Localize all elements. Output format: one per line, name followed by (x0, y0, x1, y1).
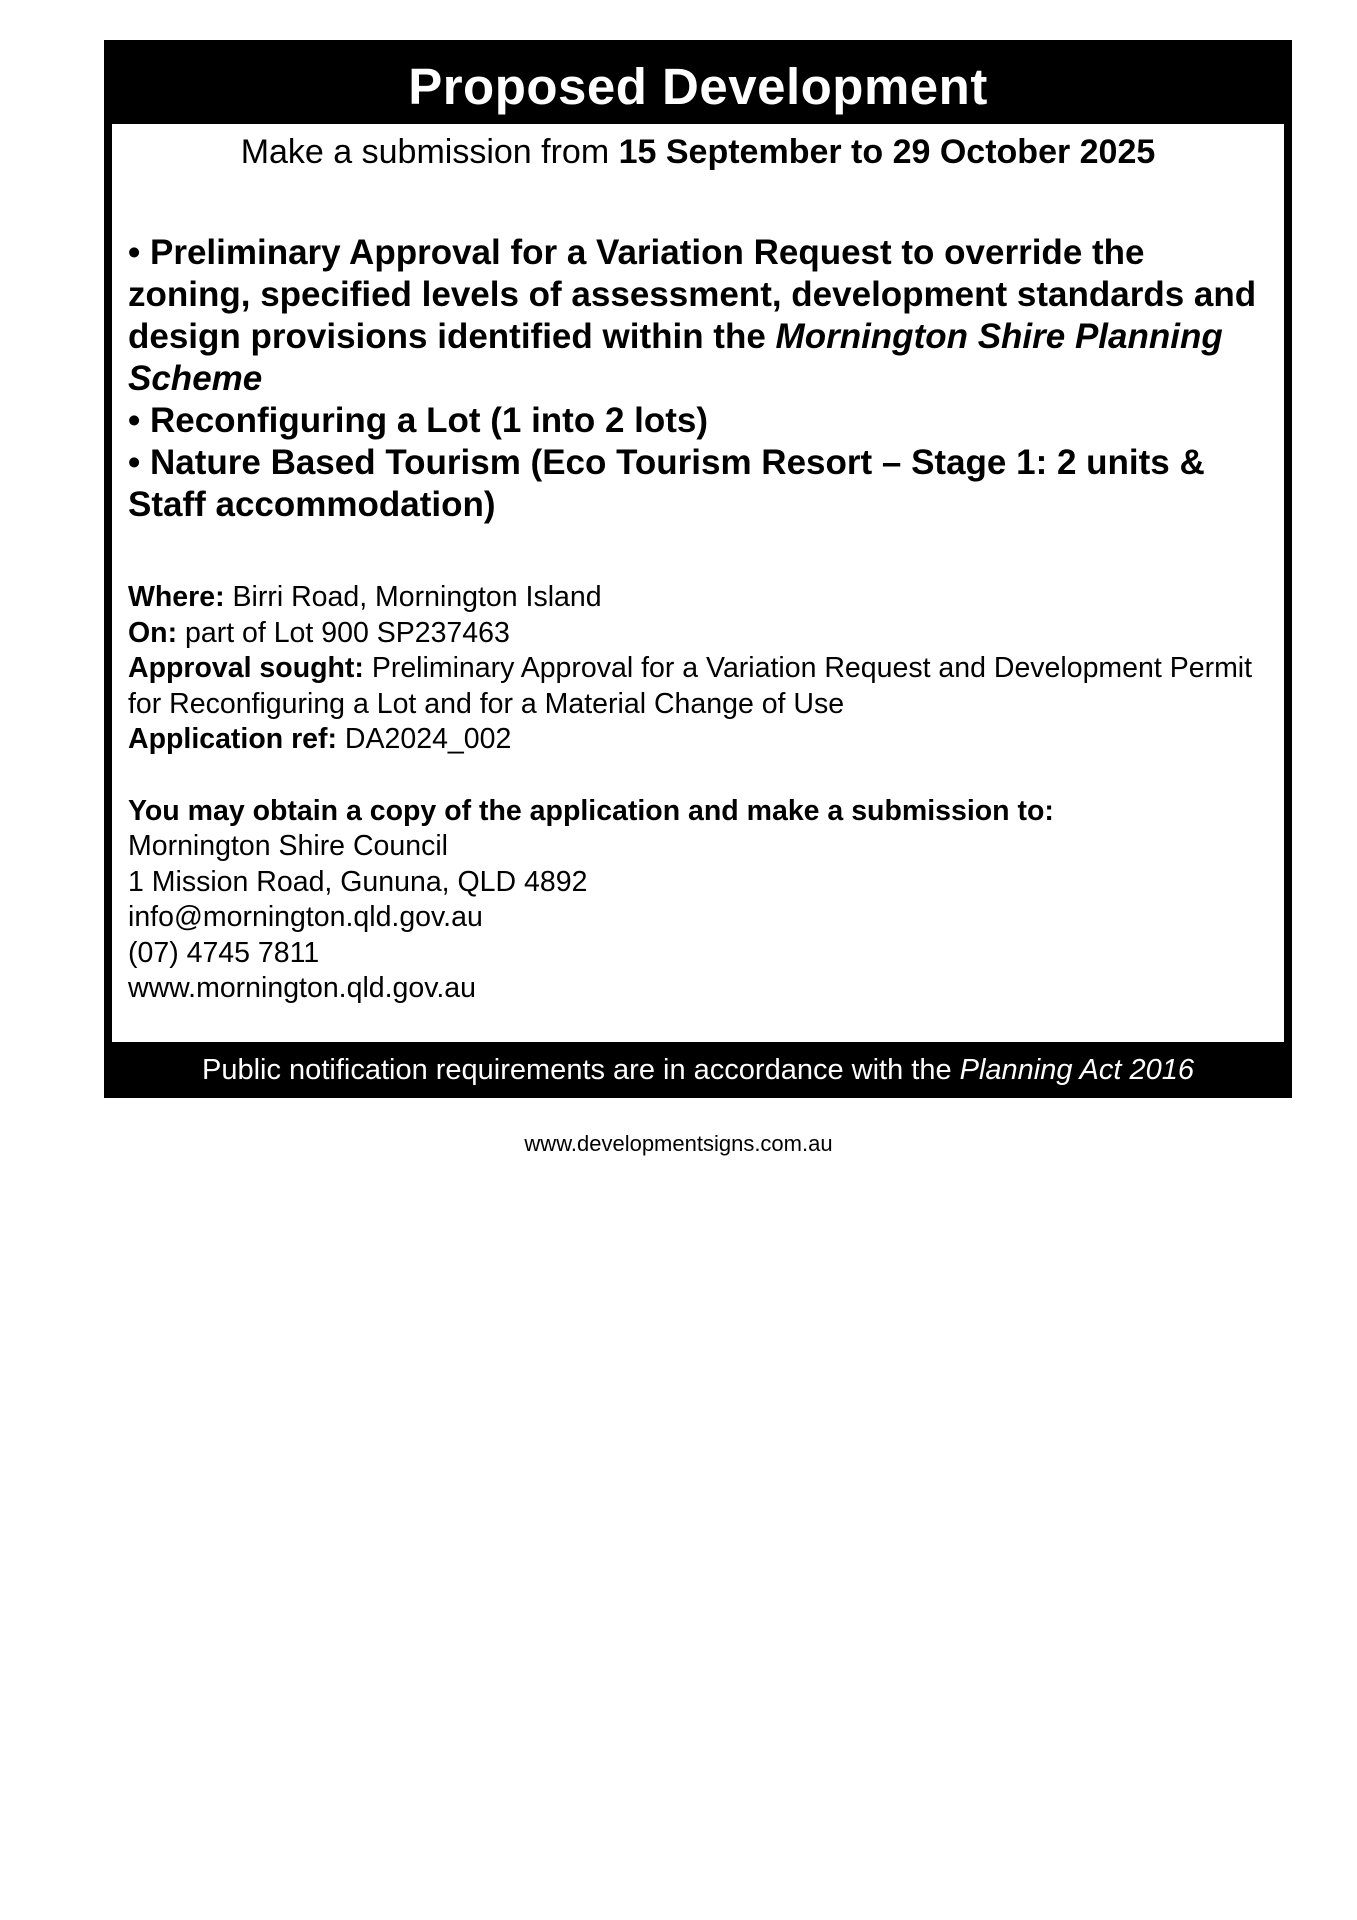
on-label: On: (128, 616, 178, 649)
where-value: Birri Road, Mornington Island (224, 581, 602, 613)
development-notice-sign (104, 40, 1292, 1098)
application-ref-value: DA2024_002 (337, 723, 512, 755)
proposal-item (128, 400, 1268, 442)
proposal-item (128, 442, 1268, 526)
council-website: www.mornington.qld.gov.au (128, 972, 476, 1004)
council-address: 1 Mission Road, Gununa, QLD 4892 (128, 865, 588, 898)
council-name: Mornington Shire Council (128, 830, 448, 862)
sign-title: Proposed Development (408, 58, 988, 115)
proposal-text: • Nature Based Tourism (Eco Tourism Resort – Stage 1: 2 units & Staff accommodation) (128, 443, 1205, 524)
submission-period: 15 September to 29 October 2025 (618, 133, 1156, 171)
sign-footer (104, 1042, 1292, 1098)
application-details (128, 580, 1268, 758)
planning-act-name: Planning Act 2016 (959, 1054, 1194, 1086)
where-row (128, 580, 1268, 616)
submission-prefix: Make a submission from (240, 133, 619, 171)
proposal-item (128, 232, 1268, 400)
approval-label: Approval sought: (128, 652, 364, 684)
proposal-list (128, 232, 1268, 526)
council-phone: (07) 4745 7811 (128, 936, 320, 969)
council-email: info@mornington.qld.gov.au (128, 901, 483, 933)
application-ref-label: Application ref: (128, 723, 338, 755)
sign-body (112, 124, 1284, 1042)
submission-period-line (128, 132, 1268, 172)
contact-heading: You may obtain a copy of the application and make a submission to: (128, 794, 1054, 827)
proposal-text: • Preliminary Approval for a Variation Request to override the zoning, specified levels of assessment, development standards and design provisions identified within the (128, 233, 1257, 356)
contact-block (128, 794, 1268, 1007)
planning-scheme-name: Mornington Shire Planning Scheme (128, 317, 1223, 398)
on-value: part of Lot 900 SP237463 (177, 616, 510, 649)
application-ref-row (128, 722, 1268, 758)
approval-value: Preliminary Approval for a Variation Request and Development Permit for Reconfiguring a Lot and for a Material Change of Use (128, 652, 1253, 720)
where-label: Where: (128, 581, 225, 613)
footer-text: Public notification requirements are in accordance with the (202, 1054, 960, 1086)
on-row (128, 616, 1268, 652)
approval-row (128, 651, 1268, 722)
proposal-text: • Reconfiguring a Lot (1 into 2 lots) (128, 401, 709, 440)
developmentsigns-url: www.developmentsigns.com.au (524, 1131, 833, 1156)
